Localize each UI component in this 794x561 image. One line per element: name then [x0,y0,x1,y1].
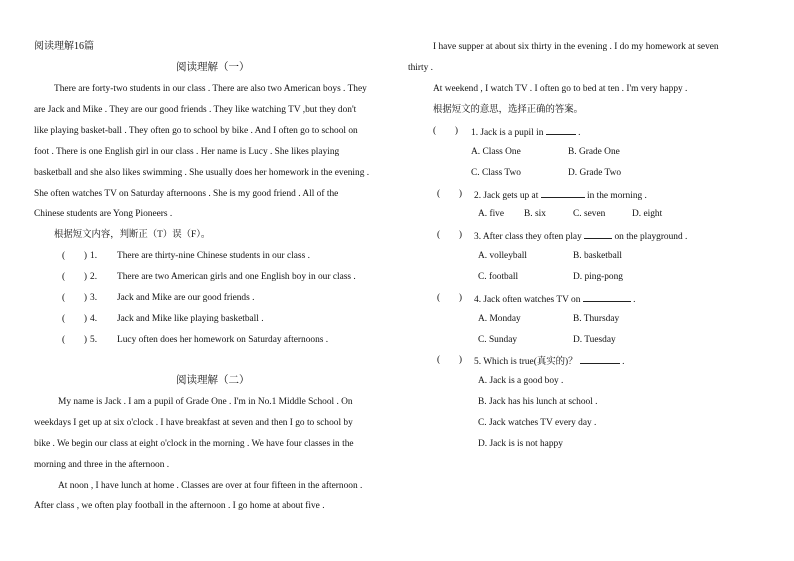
passage2-line: After class , we often play football in the afternoon . I go home at about five . [34,501,325,511]
passage2-line: weekdays I get up at six o'clock . I have breakfast at seven and then I go to school by [34,418,353,428]
question-stem-text: 3. After class they often play [474,232,582,242]
option-c[interactable]: C. Jack watches TV every day . [478,418,597,428]
passage1-line: There are forty-two students in our class . There are also two American boys . They [54,84,367,94]
item-text: There are two American girls and one English boy in our class . [117,272,356,282]
option-d[interactable]: D. ping-pong [573,272,623,282]
item-number: 2. [90,272,98,282]
answer-paren[interactable]: ( ) [62,272,87,282]
option-d[interactable]: D. Tuesday [573,335,616,345]
passage2-line: bike . We begin our class at eight o'clock in the morning . We have four classes in the [34,439,354,449]
item-text: Lucy often does her homework on Saturday afternoons . [117,335,329,345]
passage2-instruction: 根据短文的意思，选择正确的答案。 [433,105,584,115]
option-a[interactable]: A. volleyball [478,251,527,261]
question-stem [474,354,625,368]
passage1-heading: 阅读理解（一） [176,62,250,73]
answer-paren[interactable]: ( ) [437,355,462,365]
answer-blank[interactable] [541,188,585,198]
answer-paren[interactable]: ( ) [437,189,462,199]
answer-paren[interactable]: ( ) [62,251,87,261]
passage1-line: basketball and she also likes swimming . She usually does her homework in the evening . [34,168,370,178]
option-b[interactable]: B. Thursday [573,314,620,324]
question-stem-tail: in the morning . [584,191,647,201]
question-stem-text: 1. Jack is a pupil in [471,128,544,138]
question-stem [474,229,687,243]
option-b[interactable]: B. Jack has his lunch at school . [478,397,598,407]
question-stem-text: 5. Which is true(真实的)？ [474,357,578,367]
option-a[interactable]: A. Monday [478,314,521,324]
question-stem [474,292,635,306]
passage2-line: At noon , I have lunch at home . Classes are over at four fifteen in the afternoon . [58,481,363,491]
answer-blank[interactable] [546,125,576,135]
item-text: Jack and Mike like playing basketball . [117,314,264,324]
option-b[interactable]: B. six [524,209,546,219]
question-stem-text: 2. Jack gets up at [474,191,539,201]
question-stem-text: 4. Jack often watches TV on [474,295,581,305]
answer-paren[interactable]: ( ) [62,293,87,303]
option-b[interactable]: B. Grade One [568,147,620,157]
passage2-line: morning and three in the afternoon . [34,460,170,470]
item-number: 4. [90,314,98,324]
item-number: 1. [90,251,98,261]
passage1-line: She often watches TV on Saturday afternoons . She is my good friend . All of the [34,189,339,199]
passage1-line: Chinese students are Yong Pioneers . [34,209,173,219]
passage1-instruction: 根据短文内容，判断正（T）误（F）。 [54,230,211,240]
option-c[interactable]: C. football [478,272,519,282]
passage1-line: are Jack and Mike . They are our good friends . They like watching TV ,but they don't [34,105,357,115]
option-d[interactable]: D. Grade Two [568,168,622,178]
item-number: 3. [90,293,98,303]
option-a[interactable]: A. Jack is a good boy . [478,376,564,386]
passage2-heading: 阅读理解（二） [176,375,250,386]
answer-paren[interactable]: ( ) [433,126,458,136]
option-c[interactable]: C. Class Two [471,168,521,178]
answer-paren[interactable]: ( ) [62,314,87,324]
passage2-line: thirty . [408,63,433,73]
option-b[interactable]: B. basketball [573,251,622,261]
item-text: There are thirty-nine Chinese students in our class . [117,251,310,261]
question-stem-tail: . [630,295,636,305]
answer-blank[interactable] [583,292,631,302]
option-a[interactable]: A. Class One [471,147,521,157]
passage1-line: foot . There is one English girl in our class . Her name is Lucy . She likes playing [34,147,340,157]
option-c[interactable]: C. Sunday [478,335,518,345]
passage2-line: I have supper at about six thirty in the evening . I do my homework at seven [433,42,719,52]
option-a[interactable]: A. five [478,209,505,219]
question-stem-tail: . [575,128,581,138]
question-stem [471,125,580,139]
document-title: 阅读理解16篇 [34,41,94,52]
answer-blank[interactable] [584,229,612,239]
answer-paren[interactable]: ( ) [437,230,462,240]
question-stem-tail: on the playground . [612,232,688,242]
option-d[interactable]: D. Jack is is not happy [478,439,563,449]
answer-paren[interactable]: ( ) [437,293,462,303]
option-c[interactable]: C. seven [573,209,606,219]
question-stem-tail: . [619,357,625,367]
item-number: 5. [90,335,98,345]
item-text: Jack and Mike are our good friends . [117,293,255,303]
passage2-line: My name is Jack . I am a pupil of Grade One . I'm in No.1 Middle School . On [58,397,353,407]
passage2-line: At weekend , I watch TV . I often go to bed at ten . I'm very happy . [433,84,688,94]
answer-paren[interactable]: ( ) [62,335,87,345]
passage1-line: like playing basket-ball . They often go to school by bike . And I often go to school on [34,126,358,136]
question-stem [474,188,647,202]
option-d[interactable]: D. eight [632,209,663,219]
answer-blank[interactable] [580,354,620,364]
